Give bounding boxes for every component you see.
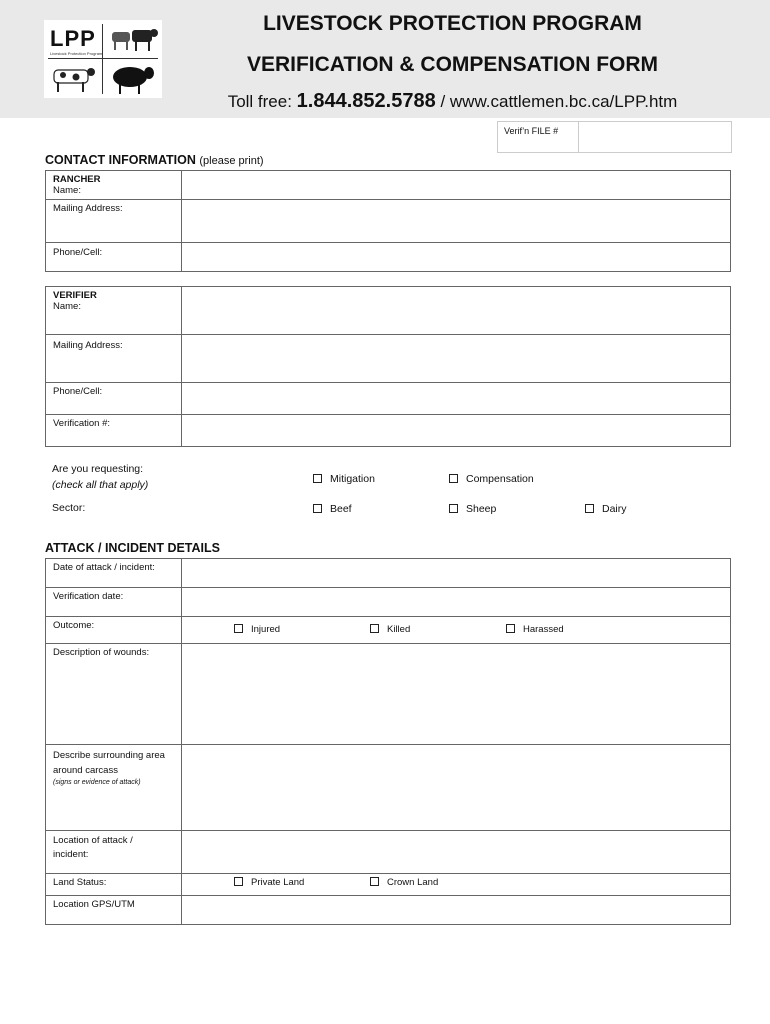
location-line2: incident: bbox=[53, 849, 89, 860]
surrounding-line1: Describe surrounding area bbox=[53, 750, 165, 761]
header-band bbox=[0, 0, 770, 118]
rancher-address-label: Mailing Address: bbox=[46, 200, 182, 243]
rancher-phone-label: Phone/Cell: bbox=[46, 243, 182, 272]
website-url[interactable]: / www.cattlemen.bc.ca/LPP.htm bbox=[440, 92, 678, 111]
sheep-icon bbox=[108, 62, 158, 96]
sector-dairy-label: Dairy bbox=[602, 503, 627, 515]
verif-file-label: Verif’n FILE # bbox=[504, 126, 559, 136]
checkbox-crown-land[interactable] bbox=[370, 877, 379, 886]
gps-field[interactable] bbox=[182, 896, 731, 925]
checkbox-injured[interactable] bbox=[234, 624, 243, 633]
logo-divider-horizontal bbox=[48, 58, 158, 59]
verification-number-field[interactable] bbox=[182, 415, 731, 447]
attack-table bbox=[45, 558, 731, 925]
surrounding-field[interactable] bbox=[182, 745, 731, 831]
land-crown[interactable] bbox=[370, 877, 438, 888]
logo-text: LPP bbox=[50, 26, 96, 51]
gps-label: Location GPS/UTM bbox=[46, 896, 182, 925]
land-private[interactable] bbox=[234, 877, 304, 888]
sector-label: Sector: bbox=[52, 502, 86, 514]
outcome-injured[interactable] bbox=[234, 624, 280, 635]
verifier-address-label: Mailing Address: bbox=[46, 335, 182, 383]
checkbox-sheep[interactable] bbox=[449, 504, 458, 513]
checkbox-killed[interactable] bbox=[370, 624, 379, 633]
rancher-address-field[interactable] bbox=[182, 200, 731, 243]
location-field[interactable] bbox=[182, 831, 731, 874]
verifier-heading: VERIFIER bbox=[53, 290, 97, 301]
tollfree-phone: 1.844.852.5788 bbox=[296, 90, 436, 112]
attack-date-field[interactable] bbox=[182, 559, 731, 588]
request-question: Are you requesting: bbox=[52, 463, 144, 475]
outcome-killed-label: Killed bbox=[387, 624, 411, 635]
verifier-table bbox=[45, 286, 731, 447]
verifier-name-text: Name: bbox=[53, 301, 81, 312]
checkbox-private-land[interactable] bbox=[234, 877, 243, 886]
contact-title: CONTACT INFORMATION bbox=[45, 153, 196, 167]
logo-divider-vertical bbox=[102, 24, 103, 94]
sector-beef-label: Beef bbox=[330, 503, 352, 515]
sector-sheep[interactable] bbox=[449, 503, 496, 515]
verifier-name-field[interactable] bbox=[182, 287, 731, 335]
logo-subtext: Livestock Protection Program bbox=[50, 51, 103, 56]
rancher-phone-field[interactable] bbox=[182, 243, 731, 272]
checkbox-beef[interactable] bbox=[313, 504, 322, 513]
location-line1: Location of attack / bbox=[53, 835, 133, 846]
sector-sheep-label: Sheep bbox=[466, 503, 497, 515]
outcome-killed[interactable] bbox=[370, 624, 410, 635]
dairy-cow-icon bbox=[48, 62, 100, 94]
land-status-label: Land Status: bbox=[46, 874, 182, 896]
attack-date-label: Date of attack / incident: bbox=[46, 559, 182, 588]
verifier-phone-label: Phone/Cell: bbox=[46, 383, 182, 415]
outcome-label: Outcome: bbox=[46, 617, 182, 644]
checkbox-compensation[interactable] bbox=[449, 474, 458, 483]
contact-subtitle: (please print) bbox=[199, 155, 264, 167]
request-hint: (check all that apply) bbox=[52, 479, 149, 491]
verif-file-divider bbox=[578, 122, 579, 152]
wounds-field[interactable] bbox=[182, 644, 731, 745]
wounds-label: Description of wounds: bbox=[46, 644, 182, 745]
land-status-options bbox=[182, 874, 731, 896]
attack-section-title: ATTACK / INCIDENT DETAILS bbox=[45, 541, 220, 555]
option-compensation-label: Compensation bbox=[466, 473, 534, 485]
rancher-name-label bbox=[46, 171, 182, 200]
verification-date-field[interactable] bbox=[182, 588, 731, 617]
verification-date-label: Verification date: bbox=[46, 588, 182, 617]
rancher-name-text: Name: bbox=[53, 185, 81, 196]
rancher-name-field[interactable] bbox=[182, 171, 731, 200]
option-mitigation[interactable] bbox=[313, 473, 375, 485]
surrounding-line2: around carcass bbox=[53, 765, 118, 776]
tollfree-label: Toll free: bbox=[227, 92, 292, 111]
rancher-table bbox=[45, 170, 731, 272]
form-title-line2: VERIFICATION & COMPENSATION FORM bbox=[246, 53, 659, 76]
verif-file-box bbox=[497, 121, 732, 153]
cattle-icon bbox=[108, 24, 158, 54]
checkbox-harassed[interactable] bbox=[506, 624, 515, 633]
land-private-label: Private Land bbox=[251, 877, 305, 888]
location-label bbox=[46, 831, 182, 874]
tollfree-line bbox=[200, 90, 705, 113]
lpp-logo bbox=[44, 20, 162, 98]
sector-dairy[interactable] bbox=[585, 503, 627, 515]
checkbox-dairy[interactable] bbox=[585, 504, 594, 513]
form-title-line1: LIVESTOCK PROTECTION PROGRAM bbox=[263, 12, 642, 35]
verifier-address-field[interactable] bbox=[182, 335, 731, 383]
verifier-phone-field[interactable] bbox=[182, 383, 731, 415]
outcome-injured-label: Injured bbox=[251, 624, 281, 635]
sector-beef[interactable] bbox=[313, 503, 352, 515]
surrounding-hint: (signs or evidence of attack) bbox=[53, 779, 141, 786]
option-compensation[interactable] bbox=[449, 473, 534, 485]
land-crown-label: Crown Land bbox=[387, 877, 439, 888]
verification-number-label: Verification #: bbox=[46, 415, 182, 447]
surrounding-label bbox=[46, 745, 182, 831]
option-mitigation-label: Mitigation bbox=[330, 473, 375, 485]
contact-section-title bbox=[45, 153, 264, 167]
rancher-heading: RANCHER bbox=[53, 174, 101, 185]
outcome-harassed[interactable] bbox=[506, 624, 564, 635]
outcome-harassed-label: Harassed bbox=[523, 624, 564, 635]
checkbox-mitigation[interactable] bbox=[313, 474, 322, 483]
outcome-options bbox=[182, 617, 731, 644]
verifier-name-label bbox=[46, 287, 182, 335]
